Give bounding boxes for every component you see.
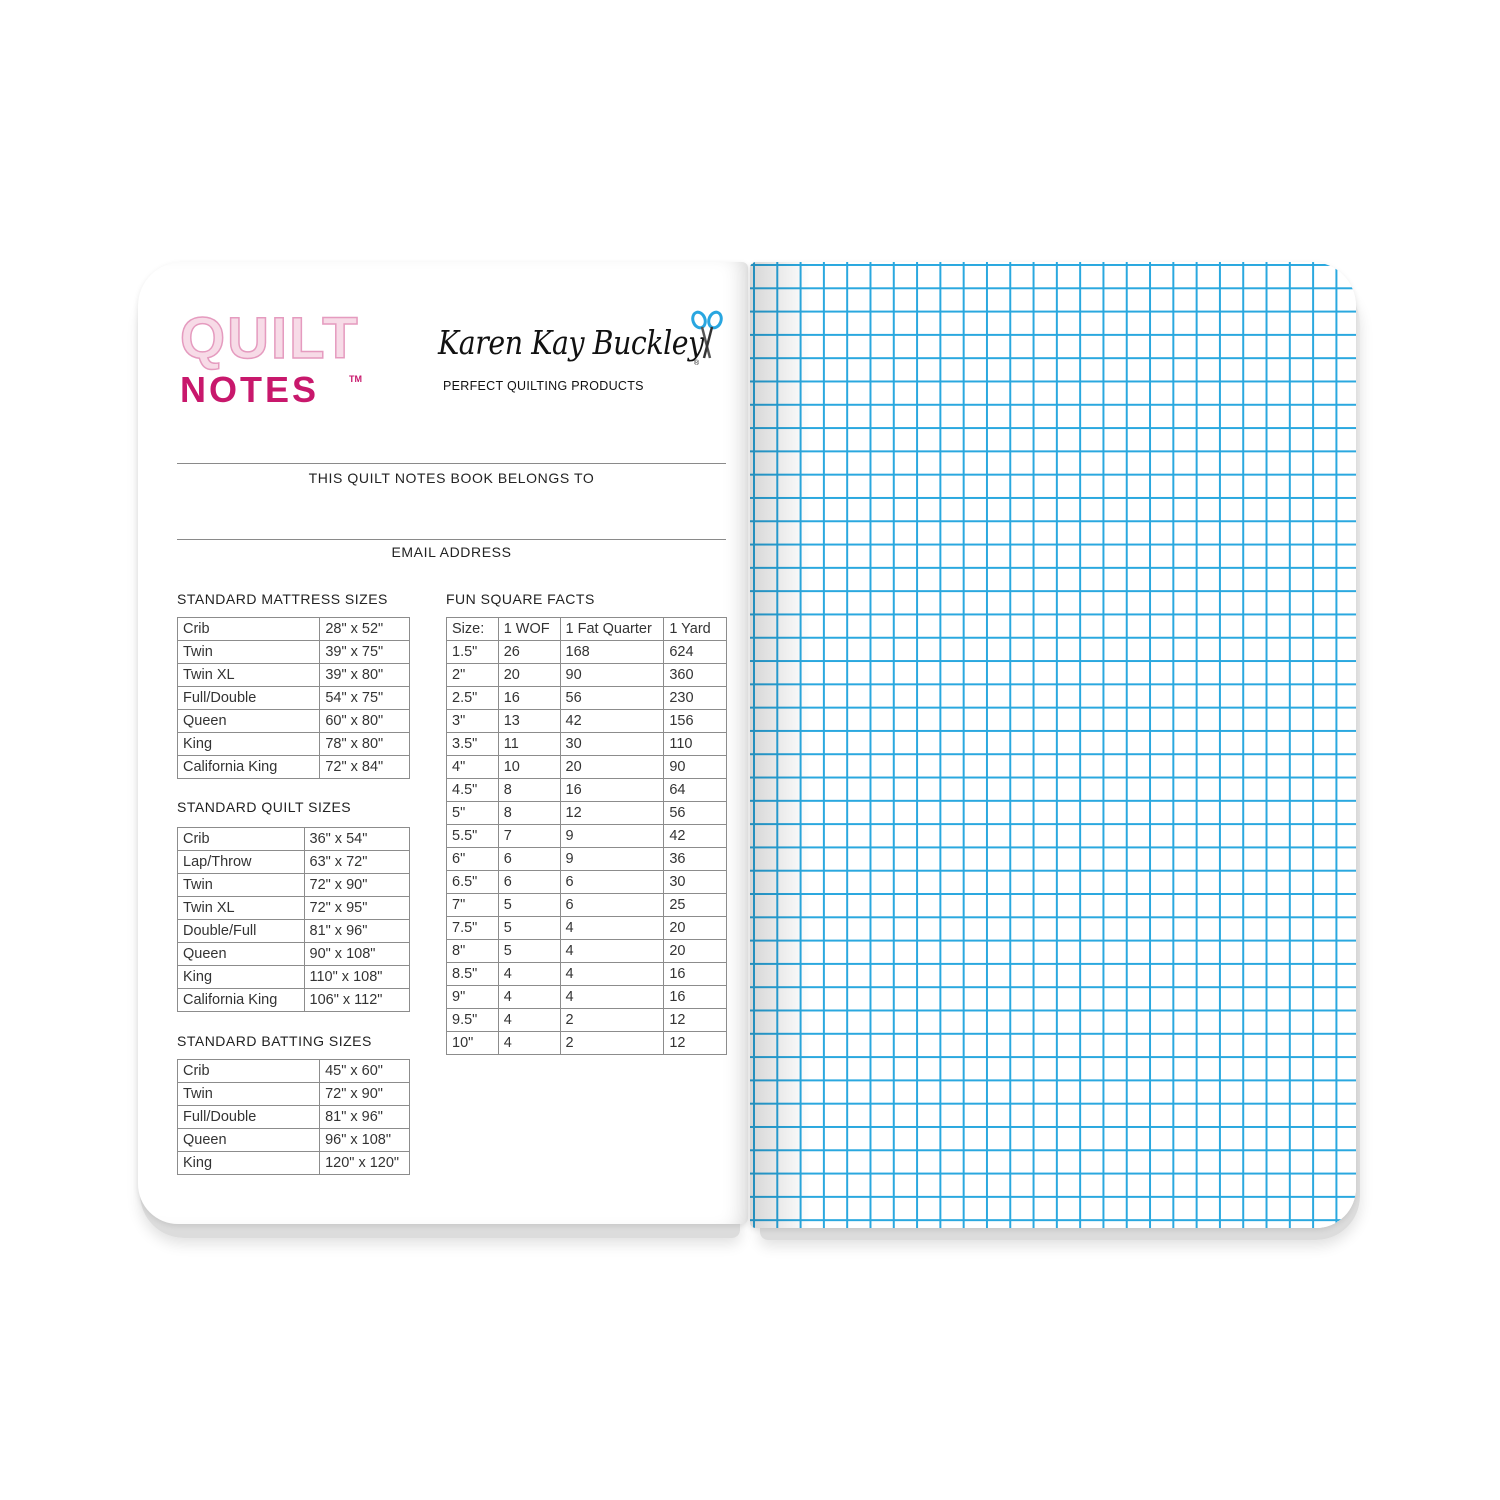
table-row	[447, 756, 727, 779]
table-cell: 106" x 112"	[304, 989, 410, 1012]
table-cell: 624	[664, 641, 727, 664]
right-page-grid-paper[interactable]	[750, 262, 1356, 1228]
table-cell: 20	[560, 756, 664, 779]
mattress-sizes-table	[177, 617, 410, 779]
table-row	[178, 897, 410, 920]
table-cell: 2"	[447, 664, 499, 687]
table-cell: 2	[560, 1009, 664, 1032]
table-row	[178, 1106, 410, 1129]
trademark-mark: TM	[349, 374, 362, 384]
table-cell: Twin XL	[178, 897, 305, 920]
brand-tagline: PERFECT QUILTING PRODUCTS	[443, 379, 644, 393]
table-cell: Crib	[178, 1060, 320, 1083]
table-cell: 4	[498, 1032, 560, 1055]
table-row	[178, 1129, 410, 1152]
table-cell: 16	[664, 986, 727, 1009]
table-cell: 4	[498, 986, 560, 1009]
table-cell: 168	[560, 641, 664, 664]
scissors-icon	[686, 310, 726, 362]
table-cell: 25	[664, 894, 727, 917]
email-line[interactable]	[177, 539, 726, 540]
notes-logo-word: NOTES	[180, 369, 320, 410]
table-cell: 9	[560, 825, 664, 848]
table-row	[178, 756, 410, 779]
table-cell: 5	[498, 917, 560, 940]
table-cell: 5	[498, 940, 560, 963]
table-cell: 81" x 96"	[304, 920, 410, 943]
table-row	[178, 641, 410, 664]
table-cell: 16	[664, 963, 727, 986]
table-cell: 4	[498, 963, 560, 986]
table-cell: 36" x 54"	[304, 828, 410, 851]
table-row	[447, 986, 727, 1009]
table-cell: 36	[664, 848, 727, 871]
table-cell: 6.5"	[447, 871, 499, 894]
table-cell: Twin	[178, 1083, 320, 1106]
table-cell: 2	[560, 1032, 664, 1055]
table-cell: 16	[560, 779, 664, 802]
table-cell: 78" x 80"	[320, 733, 410, 756]
table-header-row	[447, 618, 727, 641]
email-label: EMAIL ADDRESS	[391, 544, 512, 560]
table-cell: 7	[498, 825, 560, 848]
table-row	[447, 871, 727, 894]
owner-line[interactable]	[177, 463, 726, 464]
table-cell: 9.5"	[447, 1009, 499, 1032]
table-cell: 10	[498, 756, 560, 779]
table-row	[178, 618, 410, 641]
table-row	[447, 710, 727, 733]
table-cell: 54" x 75"	[320, 687, 410, 710]
table-row	[447, 641, 727, 664]
table-cell: Crib	[178, 618, 320, 641]
table-cell: 63" x 72"	[304, 851, 410, 874]
table-cell: 4	[560, 940, 664, 963]
table-cell: 110	[664, 733, 727, 756]
table-cell: 6	[560, 894, 664, 917]
table-row	[178, 1060, 410, 1083]
table-cell: 28" x 52"	[320, 618, 410, 641]
table-cell: 42	[560, 710, 664, 733]
table-cell: 4	[560, 963, 664, 986]
table-cell: Queen	[178, 1129, 320, 1152]
table-row	[447, 802, 727, 825]
owner-label: THIS QUILT NOTES BOOK BELONGS TO	[308, 470, 595, 486]
table-cell: 8	[498, 779, 560, 802]
table-cell: 45" x 60"	[320, 1060, 410, 1083]
table-cell: 12	[560, 802, 664, 825]
table-cell: 20	[664, 917, 727, 940]
table-cell: 30	[664, 871, 727, 894]
table-row	[178, 664, 410, 687]
column-header: 1 Yard	[664, 618, 727, 641]
table-cell: 156	[664, 710, 727, 733]
table-cell: 10"	[447, 1032, 499, 1055]
table-row	[178, 828, 410, 851]
table-cell: Full/Double	[178, 1106, 320, 1129]
table-row	[447, 825, 727, 848]
table-cell: 120" x 120"	[320, 1152, 410, 1175]
table-cell: 6"	[447, 848, 499, 871]
table-cell: 72" x 95"	[304, 897, 410, 920]
table-cell: 9	[560, 848, 664, 871]
table-cell: Crib	[178, 828, 305, 851]
table-cell: 9"	[447, 986, 499, 1009]
table-row	[178, 943, 410, 966]
registered-mark: ®	[694, 360, 700, 367]
table-cell: 4	[560, 986, 664, 1009]
table-row	[447, 963, 727, 986]
table-cell: 8	[498, 802, 560, 825]
table-cell: 6	[498, 871, 560, 894]
table-cell: 4.5"	[447, 779, 499, 802]
table-cell: 39" x 75"	[320, 641, 410, 664]
table-cell: 42	[664, 825, 727, 848]
table-cell: 90" x 108"	[304, 943, 410, 966]
table-cell: 110" x 108"	[304, 966, 410, 989]
table-cell: 39" x 80"	[320, 664, 410, 687]
column-header: Size:	[447, 618, 499, 641]
table-cell: Full/Double	[178, 687, 320, 710]
table-cell: 13	[498, 710, 560, 733]
table-cell: 90	[560, 664, 664, 687]
table-cell: 360	[664, 664, 727, 687]
table-cell: 60" x 80"	[320, 710, 410, 733]
table-cell: 12	[664, 1009, 727, 1032]
table-cell: 3.5"	[447, 733, 499, 756]
table-row	[178, 989, 410, 1012]
table-cell: 3"	[447, 710, 499, 733]
table-cell: 96" x 108"	[320, 1129, 410, 1152]
table-cell: 56	[664, 802, 727, 825]
table-row	[178, 687, 410, 710]
table-cell: 16	[498, 687, 560, 710]
table-cell: 1.5"	[447, 641, 499, 664]
fun-square-facts-title: FUN SQUARE FACTS	[446, 591, 595, 607]
quilt-sizes-title: STANDARD QUILT SIZES	[177, 799, 352, 815]
table-cell: King	[178, 733, 320, 756]
table-row	[447, 779, 727, 802]
batting-sizes-table	[177, 1059, 410, 1175]
table-row	[178, 733, 410, 756]
graph-grid	[750, 262, 1356, 1228]
table-row	[178, 966, 410, 989]
table-cell: 4	[498, 1009, 560, 1032]
table-cell: 4"	[447, 756, 499, 779]
mattress-sizes-title: STANDARD MATTRESS SIZES	[177, 591, 388, 607]
table-cell: 20	[498, 664, 560, 687]
column-header: 1 WOF	[498, 618, 560, 641]
table-cell: Twin	[178, 874, 305, 897]
table-row	[178, 874, 410, 897]
table-cell: California King	[178, 756, 320, 779]
table-row	[447, 917, 727, 940]
table-cell: Queen	[178, 710, 320, 733]
table-row	[178, 710, 410, 733]
table-cell: 8"	[447, 940, 499, 963]
table-cell: Twin XL	[178, 664, 320, 687]
table-row	[447, 848, 727, 871]
table-cell: 7.5"	[447, 917, 499, 940]
table-row	[447, 1032, 727, 1055]
quilt-sizes-table	[177, 827, 410, 1012]
table-cell: 230	[664, 687, 727, 710]
left-page	[138, 262, 748, 1224]
table-row	[447, 664, 727, 687]
table-cell: Double/Full	[178, 920, 305, 943]
table-row	[178, 1083, 410, 1106]
table-cell: California King	[178, 989, 305, 1012]
brand-name: Karen Kay Buckley	[438, 323, 704, 362]
table-row	[447, 1009, 727, 1032]
table-cell: 5	[498, 894, 560, 917]
gutter-shadow	[750, 262, 810, 1228]
table-cell: 2.5"	[447, 687, 499, 710]
table-cell: 12	[664, 1032, 727, 1055]
fun-square-facts-table	[446, 617, 727, 1055]
table-cell: 6	[498, 848, 560, 871]
table-cell: 8.5"	[447, 963, 499, 986]
table-cell: Twin	[178, 641, 320, 664]
table-row	[178, 851, 410, 874]
table-row	[447, 687, 727, 710]
table-cell: 72" x 90"	[304, 874, 410, 897]
table-row	[178, 1152, 410, 1175]
table-cell: 5"	[447, 802, 499, 825]
table-cell: 56	[560, 687, 664, 710]
column-header: 1 Fat Quarter	[560, 618, 664, 641]
table-cell: 30	[560, 733, 664, 756]
table-cell: 5.5"	[447, 825, 499, 848]
table-cell: 90	[664, 756, 727, 779]
table-cell: 64	[664, 779, 727, 802]
quilt-logo-word: QUILT	[180, 306, 360, 371]
table-row	[178, 920, 410, 943]
table-cell: 4	[560, 917, 664, 940]
batting-sizes-title: STANDARD BATTING SIZES	[177, 1033, 372, 1049]
table-cell: Queen	[178, 943, 305, 966]
table-cell: 7"	[447, 894, 499, 917]
table-cell: King	[178, 1152, 320, 1175]
table-cell: 11	[498, 733, 560, 756]
table-cell: King	[178, 966, 305, 989]
table-row	[447, 733, 727, 756]
table-cell: Lap/Throw	[178, 851, 305, 874]
table-cell: 26	[498, 641, 560, 664]
table-cell: 72" x 90"	[320, 1083, 410, 1106]
table-cell: 20	[664, 940, 727, 963]
table-cell: 81" x 96"	[320, 1106, 410, 1129]
table-row	[447, 940, 727, 963]
table-row	[447, 894, 727, 917]
table-cell: 72" x 84"	[320, 756, 410, 779]
table-cell: 6	[560, 871, 664, 894]
